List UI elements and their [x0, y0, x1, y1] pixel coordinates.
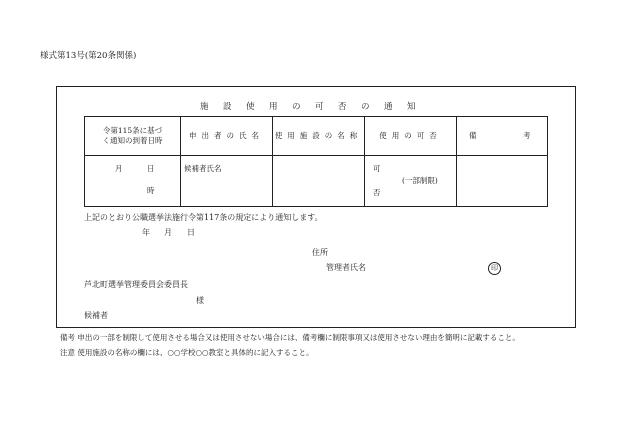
seal-icon: 印: [488, 262, 501, 275]
facility-name-cell: [273, 156, 365, 207]
notice-statement: 上記のとおり公職選挙法施行令第117条の規定により通知します。: [84, 213, 323, 222]
date-day-label: 日: [187, 228, 195, 237]
day-label: 日: [147, 164, 155, 173]
approve-option: 可: [373, 164, 381, 173]
month-label: 月: [115, 164, 123, 173]
remarks-header-left: 備: [469, 131, 477, 140]
address-label: 住所: [312, 248, 328, 257]
arrival-datetime-header: [85, 117, 181, 156]
form-number-label: 様式第13号(第20条関係): [40, 51, 137, 61]
honorific-label: 様: [196, 296, 204, 305]
hour-label: 時: [147, 186, 155, 195]
deny-option: 否: [373, 188, 381, 197]
approval-header: 使用の可否: [365, 117, 457, 156]
approval-cell: [365, 156, 457, 207]
manager-name-label: 管理者氏名: [326, 263, 366, 272]
candidate-name-label: 候補者氏名: [184, 164, 222, 173]
document-title: 施設使用の可否の通知: [200, 102, 431, 112]
arrival-header-line1: 令第115条に基づ: [102, 126, 163, 135]
arrival-datetime-cell: [85, 156, 181, 207]
caution-note: 注意 使用施設の名称の欄には、○○学校○○教室と具体的に記入すること。: [60, 348, 314, 357]
arrival-header-line2: く通知の到着日時: [102, 136, 163, 145]
remarks-header: [457, 117, 548, 156]
date-year-label: 年: [142, 228, 150, 237]
notice-table: [84, 116, 548, 207]
table-row: [85, 156, 548, 207]
remarks-cell: [457, 156, 548, 207]
applicant-name-cell: [181, 156, 273, 207]
candidate-label: 候補者: [84, 311, 108, 320]
partial-restriction-option: (一部制限): [402, 176, 438, 185]
applicant-name-header: 申出者の氏名: [181, 117, 273, 156]
remarks-note: 備考 申出の一部を制限して使用させる場合又は使用させない場合には、備考欄に制限事項又は使用させない理由を簡明に記載すること。: [60, 333, 520, 342]
remarks-header-right: 考: [523, 131, 531, 140]
date-month-label: 月: [164, 228, 172, 237]
table-header-row: [85, 117, 548, 156]
facility-name-header: 使用施設の名称: [273, 117, 365, 156]
recipient-title: 芦北町選挙管理委員会委員長: [84, 280, 188, 289]
